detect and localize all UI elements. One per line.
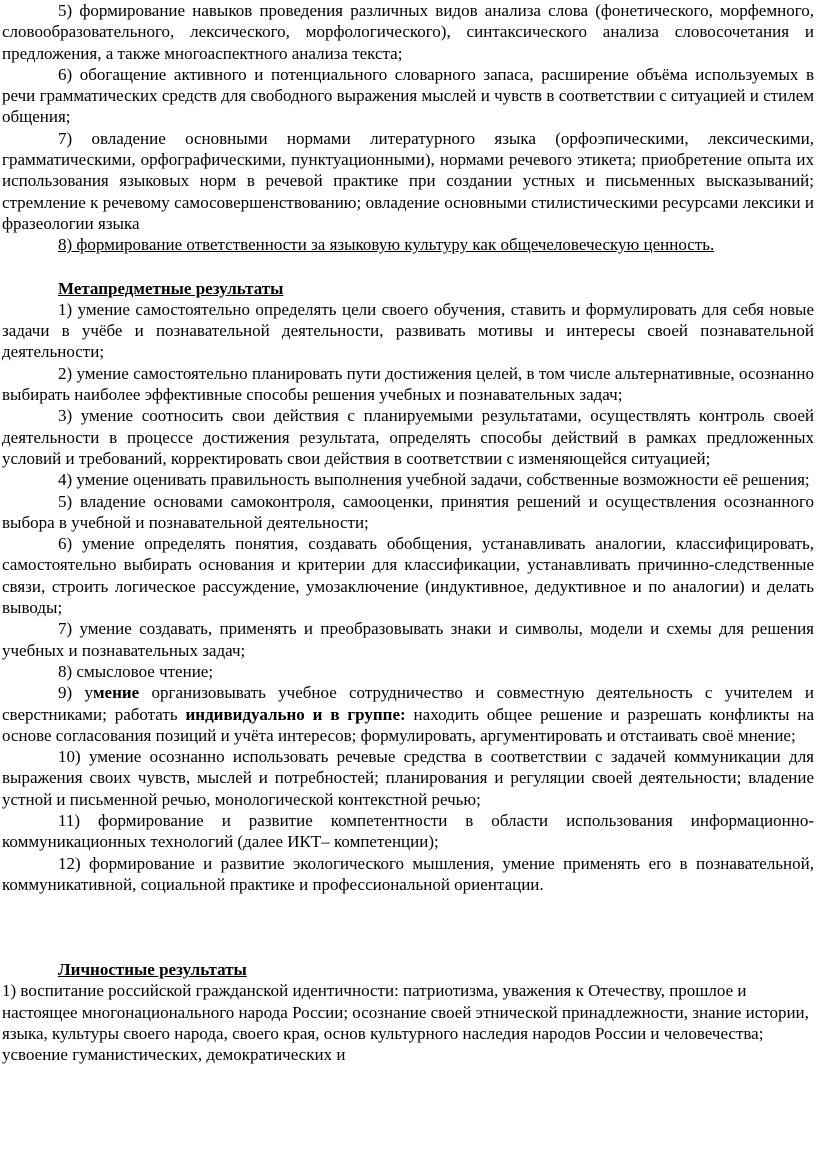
meta-item-4: 4) умение оценивать правильность выполнения учебной задачи, собственные возможности её решения; xyxy=(58,470,810,490)
meta-item-6: 6) умение определять понятия, создавать обобщения, устанавливать аналогии, классифицировать, самостоятельно выбирать основания и критерии для классификации, устанавливать причинно-следственные связи, строить логическое рассуждение, умозаключение (индуктивное, дедуктивное и по аналогии) и делать выводы; xyxy=(2,534,814,618)
personal-item-1: 1) воспитание российской гражданской идентичности: патриотизма, уважения к Отечеству, прошлое и настоящее многонационального народа России; осознание своей этнической принадлежности, знание истории, языка, культуры своего народа, своего края, основ культурного наследия народов России и человечества; усвоение гуманистических, демократических и xyxy=(2,981,809,1065)
subject-item-6: 6) обогащение активного и потенциального словарного запаса, расширение объёма используемых в речи грамматических средств для свободного выражения мыслей и чувств в соответствии с ситуацией и стилем общения; xyxy=(2,64,814,127)
spacer xyxy=(2,256,814,278)
meta-item-5: 5) владение основами самоконтроля, самооценки, принятия решений и осуществления осознанного выбора в учебной и познавательной деятельности; xyxy=(2,491,814,532)
meta-item-9-bold1: мение xyxy=(92,683,140,703)
meta-item-11: 11) формирование и развитие компетентности в области использования информационно-коммуникационных технологий (далее ИКТ– компетенции); xyxy=(2,810,814,852)
spacer xyxy=(2,895,814,959)
meta-results-heading: Метапредметные результаты xyxy=(58,278,284,298)
meta-item-9-prefix: 9) у xyxy=(58,683,93,703)
meta-item-1: 1) умение самостоятельно определять цели своего обучения, ставить и формулировать для себя новые задачи в учёбе и познавательной деятельности, развивать мотивы и интересы своей познавательной деятельности; xyxy=(2,299,814,362)
meta-item-9 xyxy=(2,682,814,746)
meta-item-10: 10) умение осознанно использовать речевые средства в соответствии с задачей коммуникации для выражения своих чувств, мыслей и потребностей; планирования и регуляции своей деятельности; владение устной и письменной речью, монологической контекстной речью; xyxy=(2,747,814,809)
subject-item-7: 7) овладение основными нормами литературного языка (орфоэпическими, лексическими, грамматическими, орфографическими, пунктуационными), нормами речевого этикета; приобретение опыта их использования языковых норм в речевой практике при создании устных и письменных высказываний; стремление к речевому самосовершенствованию; овладение основными стилистическими ресурсами лексики и фразеологии языка xyxy=(2,128,814,233)
meta-item-9-bold2: индивидуально и в группе: xyxy=(185,704,406,724)
subject-item-8: 8) формирование ответственности за языковую культуру как общечеловеческую ценность. xyxy=(58,235,715,255)
meta-item-8: 8) смысловое чтение; xyxy=(58,661,214,681)
meta-item-2: 2) умение самостоятельно планировать пути достижения целей, в том числе альтернативные, осознанно выбирать наиболее эффективные способы решения учебных и познавательных задач; xyxy=(2,363,814,405)
subject-item-5: 5) формирование навыков проведения различных видов анализа слова (фонетического, морфемного, словообразовательного, лексического, морфологического), синтаксического анализа словосочетания и предложения, а также многоаспектного анализа текста; xyxy=(2,1,814,63)
meta-item-12: 12) формирование и развитие экологического мышления, умение применять его в познавательной, коммуникативной, социальной практике и профессиональной ориентации. xyxy=(2,853,814,894)
meta-item-7: 7) умение создавать, применять и преобразовывать знаки и символы, модели и схемы для решения учебных и познавательных задач; xyxy=(2,619,814,660)
personal-results-heading: Личностные результаты xyxy=(58,960,247,980)
meta-item-3: 3) умение соотносить свои действия с планируемыми результатами, осуществлять контроль своей деятельности в процессе достижения результата, определять способы действий в рамках предложенных условий и требований, корректировать свои действия в соответствии с изменяющейся ситуацией; xyxy=(2,406,814,468)
meta-item-9-suffix: находить общее решение и разрешать конфликты на основе согласования позиций и учёта интересов; формулировать, аргументировать и отстаивать своё мнение; xyxy=(2,704,815,745)
meta-item-9-mid: организовывать учебное сотрудничество и совместную деятельность с учителем и сверстниками; работать xyxy=(2,683,815,724)
